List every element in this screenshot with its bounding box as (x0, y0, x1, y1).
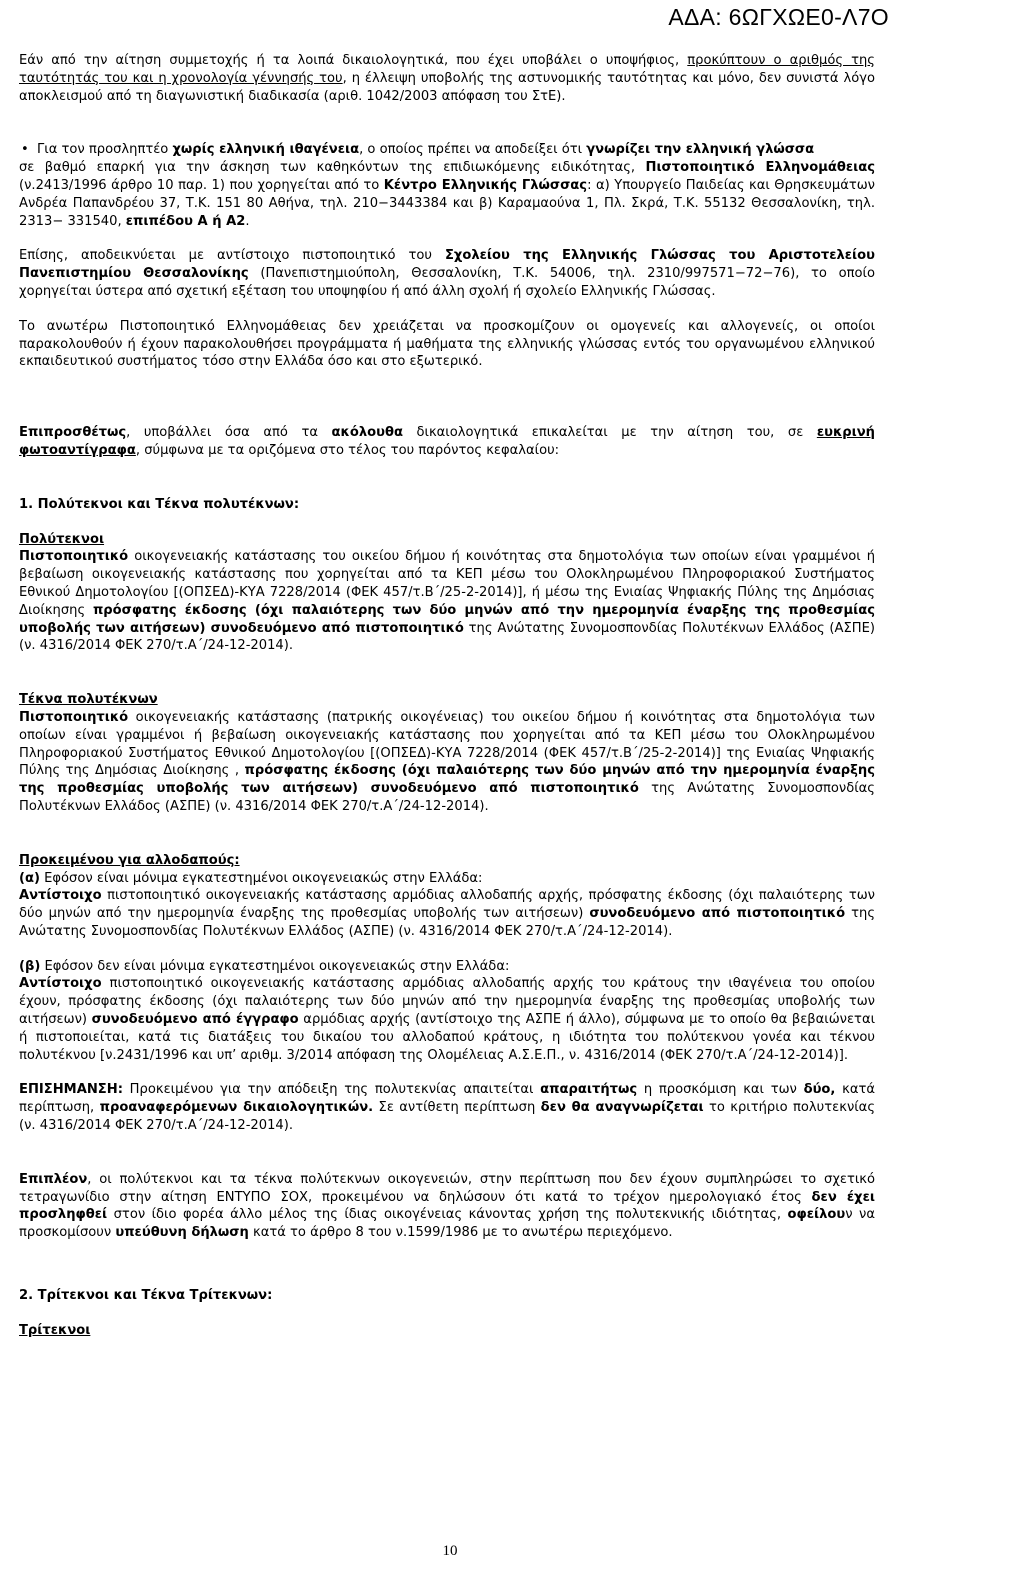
ada-document-code: ΑΔΑ: 6ΩΓΧΩΕ0-Λ7Ο (668, 4, 889, 30)
paragraph-episimansi (19, 1081, 875, 1134)
bold-text: Αντίστοιχο (19, 976, 102, 992)
bullet-item-greek-language (19, 141, 875, 159)
text: της Ανώτατης Συνομοσπονδίας Πολυτέκνων Ελλάδος (ΑΣΠΕ) (ν. 4316/2014 ΦΕΚ 270/τ.Α΄/24-12-2014). (19, 620, 875, 654)
text: δικαιολογητικά επικαλείται με την αίτηση του, σε (402, 425, 817, 441)
bullet-icon: • (21, 142, 29, 158)
paragraph-additional-documents (19, 424, 875, 460)
paragraph-epipleon (19, 1171, 875, 1242)
bold-text: οφείλου (787, 1207, 846, 1223)
text: Σε αντίθετη περίπτωση (373, 1100, 541, 1116)
bold-text: επιπέδου Α ή Α2 (125, 213, 246, 229)
bold-text: Επιπροσθέτως (19, 425, 127, 441)
text: , η έλλειψη υποβολής της αστυνομικής ταυτότητας και μόνο, δεν συνιστά λόγο αποκλεισμού από τη διαγωνιστική διαδικασία (αριθ. 1042/2003 απόφαση του ΣτΕ). (19, 70, 875, 104)
subheading-polyteknoi: Πολύτεκνοι (19, 531, 105, 547)
text: (Πανεπιστημιούπολη, Θεσσαλονίκη, Τ.Κ. 54006, τηλ. 2310/997571−72−76), το οποίο χορηγείται ύστερα από σχετική εξέταση του υποψηφίου ή από άλλη σχολή ή σχολείο Ελληνικής Γλώσσας. (19, 266, 875, 299)
bold-underlined-text: ευκρινή φωτοαντίγραφα (19, 425, 875, 458)
bold-text: πρόσφατης έκδοσης (όχι παλαιότερης των δύο μηνών από την ημερομηνία έναρξης της προθεσμίας υποβολής των αιτήσεων) συνοδευόμενο από πιστοποιητικό (19, 602, 875, 636)
text: η προσκόμιση και των (637, 1082, 804, 1098)
text: Εφόσον δεν είναι μόνιμα εγκατεστημένοι οικογενειακώς στην Ελλάδα: (40, 958, 510, 974)
paragraph-tekna-polyteknon (19, 709, 875, 816)
bold-text: ΕΠΙΣΗΜΑΝΣΗ: (19, 1082, 123, 1098)
paragraph-identity (19, 52, 875, 105)
subheading-triteknoi: Τρίτεκνοι (19, 1322, 91, 1338)
text: Το ανωτέρω Πιστοποιητικό Ελληνομάθειας δεν χρειάζεται να προσκομίζουν οι ομογενείς και αλλογενείς, οι οποίοι παρακολουθούν ή έχουν παρακολουθήσει προγράμματα ή μαθήματα της ελληνικής γλώσσας εντός του οργανωμένου ελληνικού εκπαιδευτικού συστήματος τόσο στην Ελλάδα όσο και στο εξωτερικό. (19, 318, 875, 370)
bold-text: Πιστοποιητικό Ελληνομάθειας (645, 160, 875, 176)
paragraph-greek-certificate (19, 159, 875, 230)
bold-text: Σχολείου της Ελληνικής Γλώσσας του Αριστοτελείου Πανεπιστημίου Θεσσαλονίκης (19, 248, 875, 282)
bold-text: συνοδευόμενο από πιστοποιητικό (589, 906, 846, 922)
bold-text: χωρίς ελληνική ιθαγένεια (172, 142, 360, 158)
bold-text: Πιστοποιητικό (19, 709, 129, 725)
bold-text: ακόλουθα (331, 425, 403, 441)
section-heading-1: 1. Πολύτεκνοι και Τέκνα πολυτέκνων: (19, 496, 300, 512)
bold-text: προαναφερόμενων δικαιολογητικών. (99, 1100, 374, 1116)
bold-text: δύο, (803, 1082, 836, 1098)
paragraph-allodapoi-a (19, 887, 875, 940)
text: σε βαθμό επαρκή για την άσκηση των καθηκόντων της επιδιωκόμενης ειδικότητας, (19, 160, 646, 176)
text: Προκειμένου για την απόδειξη της πολυτεκνίας απαιτείται (122, 1082, 541, 1098)
bold-text: Κέντρο Ελληνικής Γλώσσας (383, 177, 588, 193)
bold-text: γνωρίζει την ελληνική γλώσσα (586, 142, 815, 158)
bold-text: δεν έχει προσληφθεί (19, 1189, 875, 1223)
bold-text: συνοδευόμενο από έγγραφο (91, 1012, 299, 1028)
text: οικογενειακής κατάστασης (πατρικής οικογένειας) του οικείου δήμου ή κοινότητας στα δημοτολόγια των οποίων είναι γραμμένοι ή βεβαίωση οικογενειακής κατάστασης που χορηγείται από τα ΚΕΠ μέσω του Ολοκληρωμένου Πληροφοριακού Συστήματος Εθνικού Δημοτολογίου [(ΟΠΣΕΔ)-ΚΥΑ 7228/2014 (ΦΕΚ 457/τ.Β΄/25-2-2014)] της Ενιαίας Ψηφιακής Πύλης της Δημόσιας Διοίκησης , (19, 709, 875, 779)
text: Για τον προσληπτέο (37, 142, 173, 158)
text: πιστοποιητικό οικογενειακής κατάστασης αρμόδιας αλλοδαπής αρχής του κράτους την ιθαγένεια του οποίου έχουν, πρόσφατης έκδοσης (όχι παλαιότερης των δύο μηνών από την ημερομηνία έναρξης της προθεσμίας υποβολής των αιτήσεων) (19, 976, 875, 1028)
text: της Ανώτατης Συνομοσπονδίας Πολυτέκνων Ελλάδος (ΑΣΠΕ) (ν. 4316/2014 ΦΕΚ 270/τ.Α΄/24-12-2014). (19, 906, 876, 939)
text: , υποβάλλει όσα από τα (126, 425, 332, 441)
page-number: 10 (442, 1543, 458, 1559)
text: Εάν από την αίτηση συμμετοχής ή τα λοιπά δικαιολογητικά, που έχει υποβάλει ο υποψήφιος, (19, 53, 688, 68)
text: πιστοποιητικό οικογενειακής κατάστασης αρμόδιας αλλοδαπής αρχής, πρόσφατης έκδοσης (όχι παλαιότερης των δύο μηνών από την ημερομηνία έναρξης της προθεσμίας υποβολής των αιτήσεων) (19, 888, 875, 922)
subheading-allodapoi: Προκειμένου για αλλοδαπούς: (19, 852, 240, 868)
page-content (19, 52, 875, 1340)
bold-text: απαραιτήτως (540, 1082, 638, 1098)
text: , σύμφωνα με τα οριζόμενα στο τέλος του παρόντος κεφαλαίου: (135, 442, 560, 458)
paragraph-allodapoi-b (19, 975, 875, 1064)
text: το κριτήριο πολυτεκνίας (ν. 4316/2014 ΦΕΚ 270/τ.Α΄/24-12-2014). (19, 1100, 875, 1134)
text: στον ίδιο φορέα άλλο μέλος της ίδιας οικογένειας κάνοντας χρήση της πολυτεκνικής ιδιότητας, (107, 1207, 788, 1223)
text: κατά περίπτωση, (19, 1082, 875, 1116)
text: κατά το άρθρο 8 του ν.1599/1986 με το ανωτέρω περιεχόμενο. (248, 1225, 673, 1241)
paragraph-allodapoi-b-intro (19, 958, 875, 976)
bold-text: υπεύθυνη δήλωση (115, 1225, 249, 1241)
text: , ο οποίος πρέπει να αποδείξει ότι (359, 142, 587, 158)
bold-text: (β) (19, 958, 41, 974)
paragraph-allodapoi-a-intro (19, 870, 875, 888)
underlined-text: προκύπτουν ο αριθμός της ταυτότητάς του και η χρονολογία γέννησής του (19, 53, 875, 86)
subheading-tekna-polyteknon: Τέκνα πολυτέκνων (19, 692, 158, 708)
text: : α) Υπουργείο Παιδείας και Θρησκευμάτων Ανδρέα Παπανδρέου 37, Τ.Κ. 151 80 Αθήνα, τηλ. 210−3443384 και β) Καραμαούνα 1, Πλ. Σκρά, Τ.Κ. 55132 Θεσσαλονίκη, τηλ. 2313− 331540, (19, 177, 875, 229)
text: ν να προσκομίσουν (19, 1207, 876, 1241)
text: της Ανώτατης Συνομοσπονδίας Πολυτέκνων Ελλάδος (ΑΣΠΕ) (ν. 4316/2014 ΦΕΚ 270/τ.Α΄/24-12-2014). (19, 781, 875, 814)
text: αρμόδιας αρχής (αντίστοιχο της ΑΣΠΕ ή άλλο), σύμφωνα με το οποίο θα βεβαιώνεται ή πιστοποιείται, κατά τις διατάξεις του δικαίου του αλλοδαπού κράτους, η ιδιότητα του πολύτεκνου γονέα και τέκνου πολυτέκνου [ν.2431/1996 και υπ’ αριθμ. 3/2014 απόφαση της Ολομέλειας Α.Σ.Ε.Π., ν. 4316/2014 (ΦΕΚ 270/τ.Α΄/24-12-2014)]. (19, 1012, 876, 1063)
text: Επίσης, αποδεικνύεται με αντίστοιχο πιστοποιητικό του (19, 248, 445, 264)
text: Εφόσον είναι μόνιμα εγκατεστημένοι οικογενειακώς στην Ελλάδα: (39, 870, 483, 886)
bold-text: Επιπλέον (19, 1171, 88, 1187)
text: οικογενειακής κατάστασης του οικείου δήμου ή κοινότητας στα δημοτολόγια των οποίων είναι γραμμένοι ή βεβαίωση οικογενειακής κατάστασης που χορηγείται από τα ΚΕΠ μέσω του Ολοκληρωμένου Πληροφοριακού Συστήματος Εθνικού Δημοτολογίου [(ΟΠΣΕΔ)-ΚΥΑ 7228/2014 (ΦΕΚ 457/τ.Β΄/25-2-2014)], ή μέσω της Ενιαίας Ψηφιακής Πύλης της Δημόσιας Διοίκησης (19, 549, 875, 618)
bold-text: (α) (19, 870, 40, 886)
text: (ν.2413/1996 άρθρο 10 παρ. 1) που χορηγείται από το (19, 177, 384, 193)
bold-text: Αντίστοιχο (19, 888, 102, 904)
paragraph-polyteknoi (19, 548, 875, 655)
bold-text: δεν θα αναγνωρίζεται (540, 1100, 704, 1116)
bold-text: πρόσφατης έκδοσης (όχι παλαιότερης των δύο μηνών από την ημερομηνία έναρξης της προθεσμίας υποβολής των αιτήσεων) συνοδευόμενο από πιστοποιητικό (19, 763, 876, 797)
text: . (245, 213, 250, 229)
bold-text: Πιστοποιητικό (19, 549, 129, 565)
section-heading-2: 2. Τρίτεκνοι και Τέκνα Τρίτεκνων: (19, 1288, 273, 1304)
paragraph-aristotle-school (19, 247, 875, 300)
paragraph-exemption (19, 318, 875, 371)
text: , οι πολύτεκνοι και τα τέκνα πολύτεκνων οικογενειών, στην περίπτωση που δεν έχουν συμπληρώσει το σχετικό τετραγωνίδιο στην αίτηση ΕΝΤΥΠΟ ΣΟΧ, προκειμένου να δηλώσουν ότι κατά το τρέχον ημερολογιακό έτος (19, 1171, 875, 1205)
